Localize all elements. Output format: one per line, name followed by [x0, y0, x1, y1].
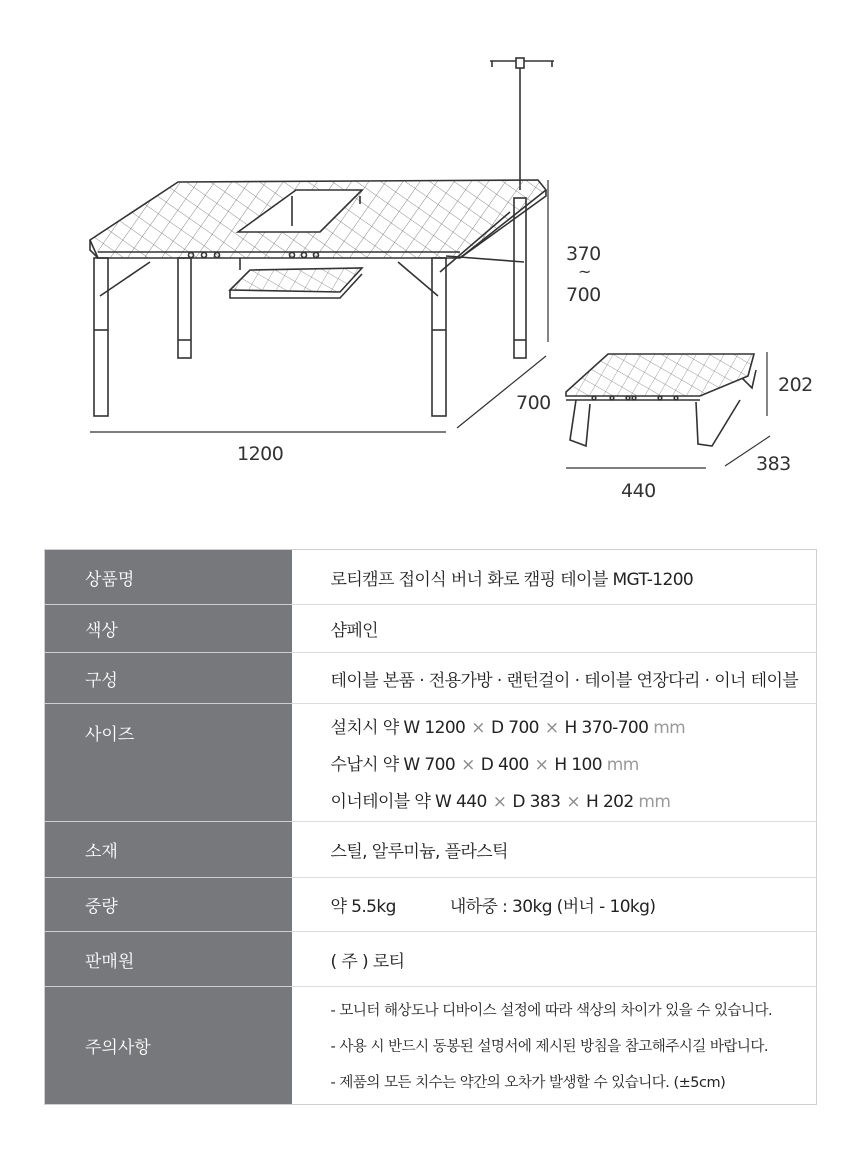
size-install: 설치시 약 W 1200 × D 700 × H 370-700 mm — [330, 718, 686, 738]
size-inner: 이너테이블 약 W 440 × D 383 × H 202 mm — [330, 792, 671, 812]
spec-row-name — [45, 550, 817, 605]
spec-value-composition: 테이블 본품 · 전용가방 · 랜턴걸이 · 테이블 연장다리 · 이너 테이블 — [292, 653, 817, 704]
note-item: - 사용 시 반드시 동봉된 설명서에 제시된 방침을 참고해주시길 바랍니다. — [330, 1039, 769, 1055]
spec-label: 상품명 — [45, 550, 292, 605]
spec-value-color: 샴페인 — [292, 605, 817, 653]
spec-row-material — [45, 822, 817, 878]
dim-main-depth: 700 — [516, 392, 551, 414]
spec-row-notes — [45, 987, 817, 1105]
spec-row-color — [45, 605, 817, 653]
spec-value-material: 스틸, 알루미늄, 플라스틱 — [292, 822, 817, 878]
spec-label: 판매원 — [45, 932, 292, 987]
inner-table-illustration — [566, 354, 756, 446]
main-table-illustration — [90, 58, 554, 416]
spec-table — [44, 549, 817, 1105]
spec-row-size — [45, 704, 817, 822]
dim-main-width: 1200 — [237, 443, 284, 465]
note-item: - 제품의 모든 치수는 약간의 오차가 발생할 수 있습니다. (±5cm) — [330, 1075, 726, 1091]
spec-value-notes — [292, 987, 817, 1105]
spec-label: 색상 — [45, 605, 292, 653]
note-item: - 모니터 해상도나 디바이스 설정에 따라 색상의 차이가 있을 수 있습니다. — [330, 1003, 773, 1019]
spec-row-composition — [45, 653, 817, 704]
weight-value: 약 5.5kg — [330, 897, 396, 917]
spec-value-seller: ( 주 ) 로티 — [292, 932, 817, 987]
spec-label: 중량 — [45, 878, 292, 932]
spec-row-weight — [45, 878, 817, 932]
dim-inner-depth: 383 — [756, 453, 791, 475]
spec-value-weight — [292, 878, 817, 932]
dim-main-height-max: 700 — [566, 284, 601, 306]
spec-label: 소재 — [45, 822, 292, 878]
spec-label: 사이즈 — [45, 704, 292, 822]
dim-inner-height: 202 — [778, 374, 813, 396]
spec-value-name: 로티캠프 접이식 버너 화로 캠핑 테이블 MGT-1200 — [292, 550, 817, 605]
spec-label: 구성 — [45, 653, 292, 704]
dim-main-height-sep: ~ — [578, 262, 591, 281]
load-value: 내하중 : 30kg (버너 - 10kg) — [449, 897, 656, 917]
spec-value-size — [292, 704, 817, 822]
spec-row-seller — [45, 932, 817, 987]
dim-main-height-min: 370 — [566, 243, 601, 265]
dim-inner-width: 440 — [621, 480, 656, 502]
size-storage: 수납시 약 W 700 × D 400 × H 100 mm — [330, 755, 639, 775]
product-dimension-drawing — [0, 0, 860, 520]
spec-label: 주의사항 — [45, 987, 292, 1105]
